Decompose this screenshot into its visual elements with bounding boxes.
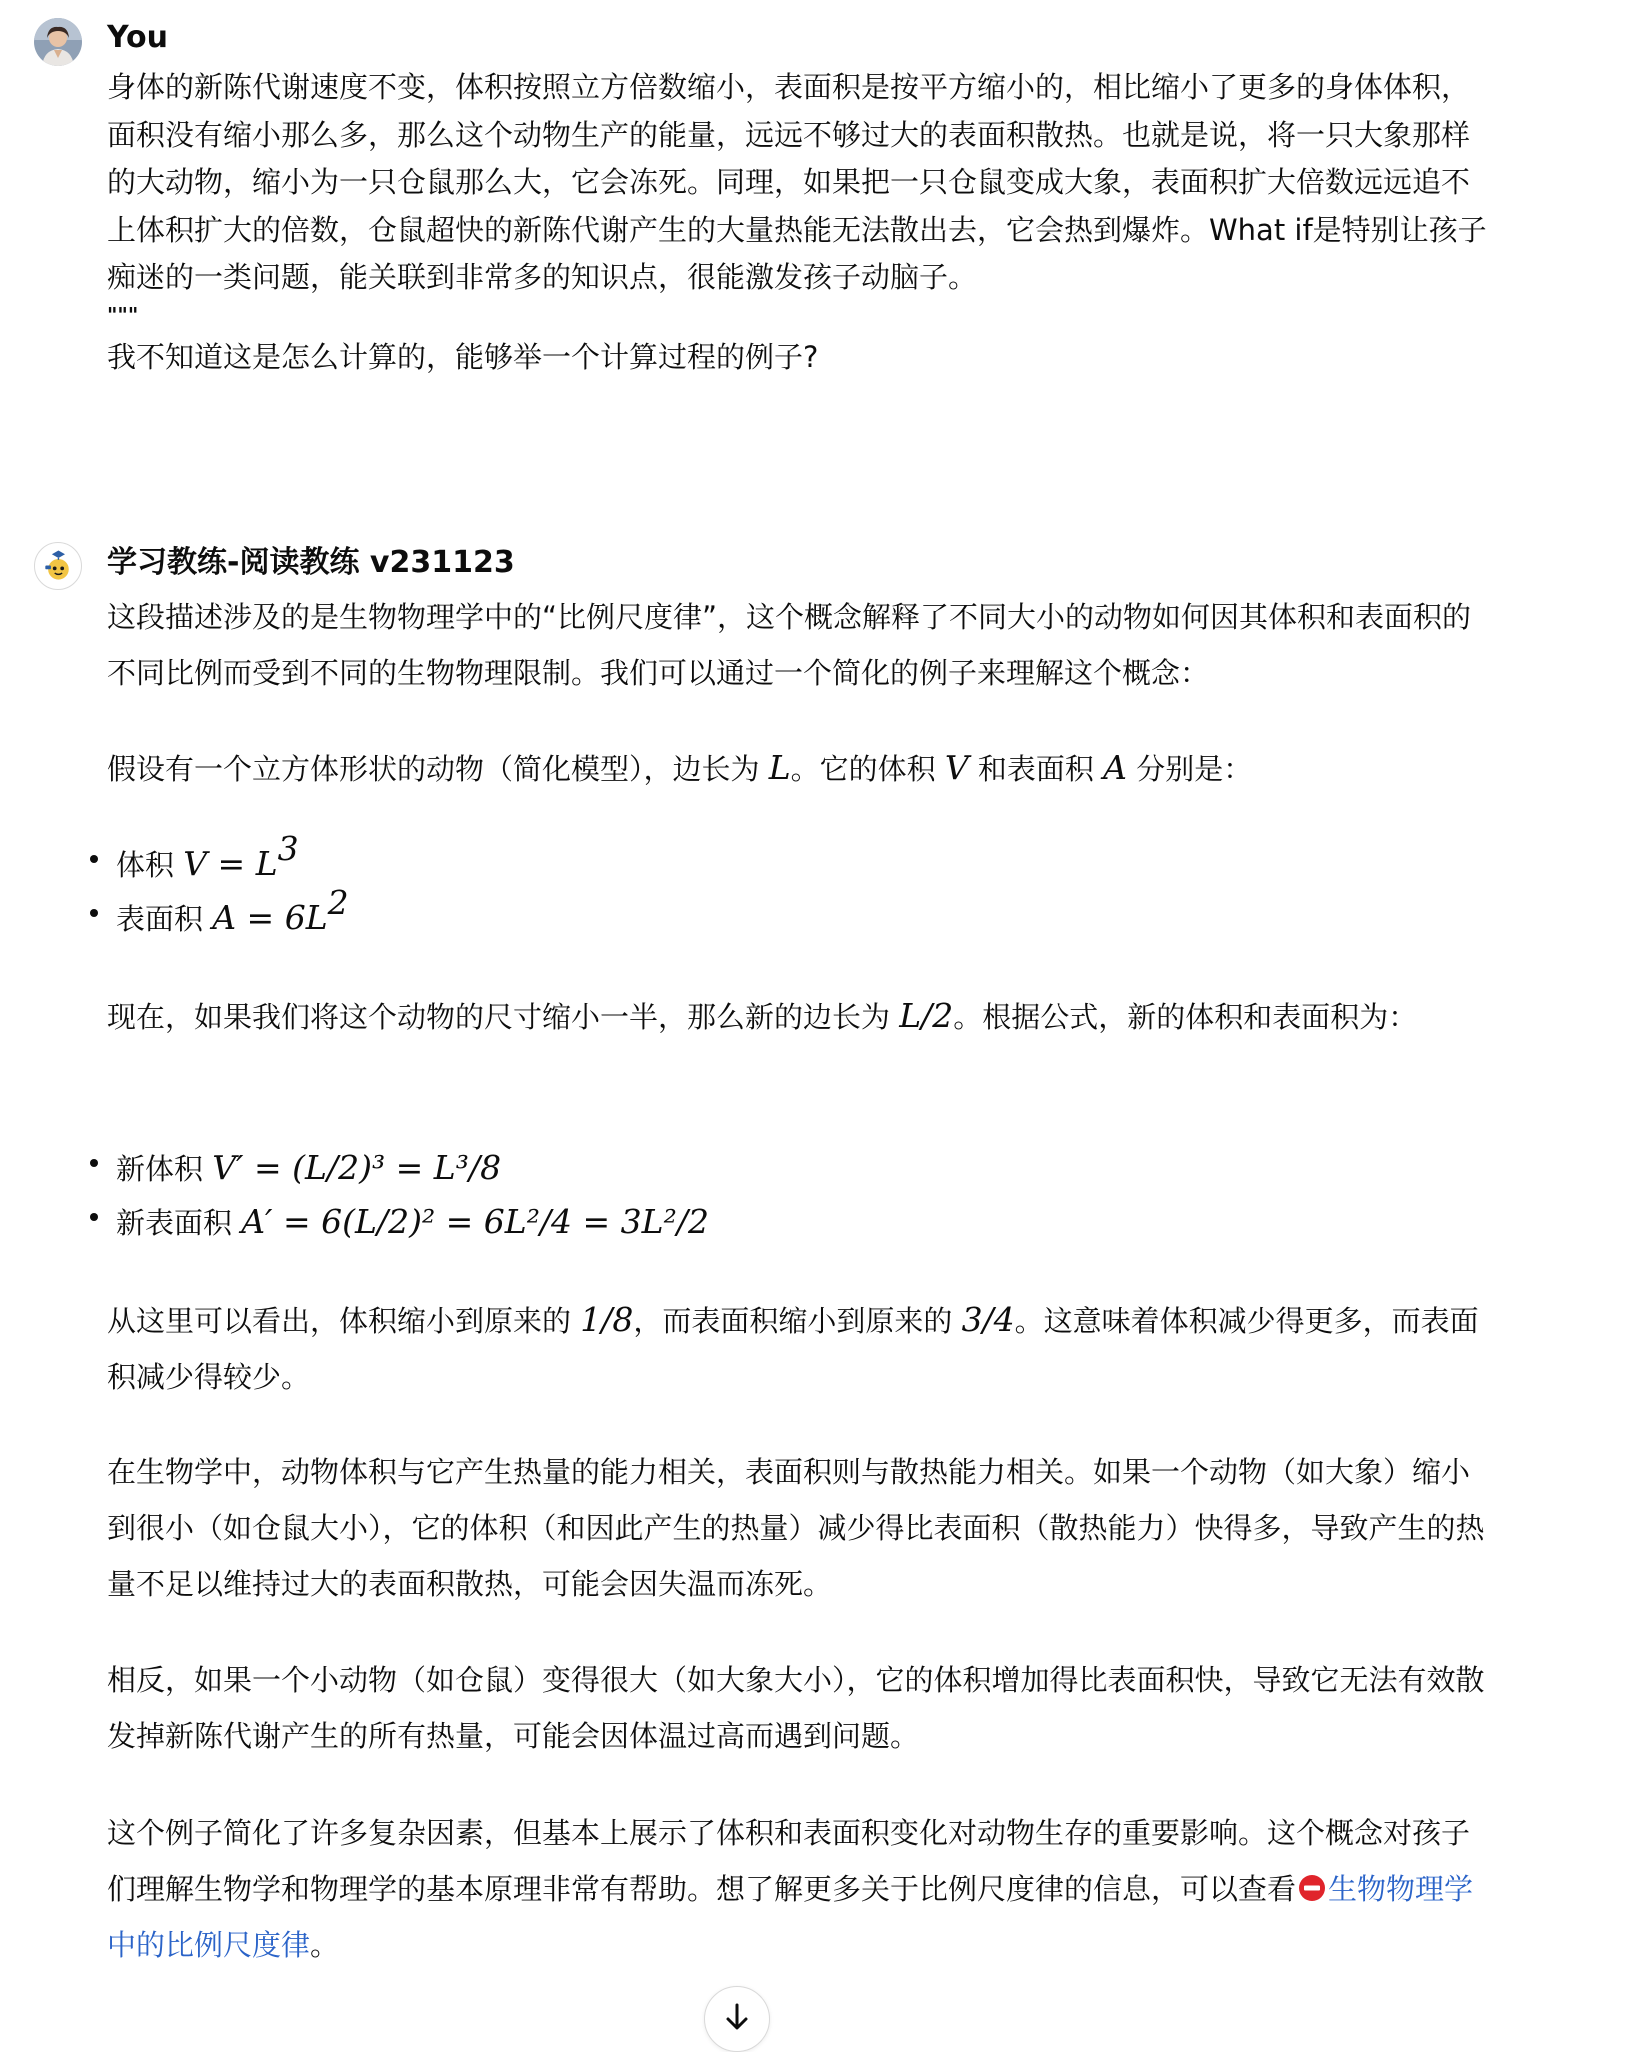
bullet-volume <box>90 829 299 893</box>
assume-paragraph <box>107 740 1497 797</box>
bullet-area-coef: 6 <box>284 898 306 937</box>
bullet-volume-lhs: V <box>183 844 208 883</box>
bio-paragraph-text: 在生物学中，动物体积与它产生热量的能力相关，表面积则与散热能力相关。如果一个动物（如大象）缩小到很小（如仓鼠大小），它的体积（和因此产生的热量）减少得比表面积（散热能力）快得多，导致产生的热量不足以维持过大的表面积散热，可能会因失温而冻死。 <box>107 1455 1485 1601</box>
assistant-avatar[interactable] <box>34 542 82 590</box>
final-prefix: 这个例子简化了许多复杂因素，但基本上展示了体积和表面积变化对动物生存的重要影响。这个概念对孩子们理解生物学和物理学的基本原理非常有帮助。想了解更多关于比例尺度律的信息，可以查看 <box>107 1816 1471 1906</box>
halve-L: L <box>899 996 922 1035</box>
ratio-area: 3/4 <box>961 1300 1015 1339</box>
assistant-intro <box>107 589 1497 701</box>
bullet-area-label: 表面积 <box>116 902 213 936</box>
assume-suffix: 分别是： <box>1127 752 1253 786</box>
assume-mid1: 。它的体积 <box>790 752 945 786</box>
user-paragraph-quote: """ <box>107 302 139 327</box>
math-L: L <box>768 748 791 787</box>
arrow-down-icon <box>705 1987 769 2051</box>
ratio-mid: ，而表面积缩小到原来的 <box>633 1304 962 1338</box>
user-paragraph-main: 身体的新陈代谢速度不变，体积按照立方倍数缩小，表面积是按平方缩小的，相比缩小了更多的身体体积，面积没有缩小那么多，那么这个动物生产的能量，远远不够过大的表面积散热。也就是说，将一只大象那样的大动物，缩小为一只仓鼠那么大，它会冻死。同理，如果把一只仓鼠变成大象，表面积扩大倍数远远追不上体积扩大的倍数，仓鼠超快的新陈代谢产生的大量热能无法散出去，它会热到爆炸。What if是特别让孩子痴迷的一类问题，能关联到非常多的知识点，很能激发孩子动脑子。 <box>107 70 1487 294</box>
final-paragraph <box>107 1805 1497 1973</box>
no-entry-icon <box>1298 1864 1326 1892</box>
scaling-law-link[interactable]: 生物物理学中的比例尺度律 <box>107 1872 1474 1962</box>
bullet-new-volume-formula: V′ = (L/2)³ = L³/8 <box>212 1148 502 1187</box>
assume-mid2: 和表面积 <box>968 752 1104 786</box>
bullet-volume-label: 体积 <box>116 848 184 882</box>
reverse-paragraph-text: 相反，如果一个小动物（如仓鼠）变得很大（如大象大小），它的体积增加得比表面积快，导致它无法有效散发掉新陈代谢产生的所有热量，可能会因体温过高而遇到问题。 <box>107 1663 1485 1753</box>
halve-paragraph <box>107 988 1497 1045</box>
bullet-dot <box>90 855 98 863</box>
bullet-dot <box>90 909 98 917</box>
user-avatar[interactable] <box>34 18 82 66</box>
intro-paragraph: 这段描述涉及的是生物物理学中的“比例尺度律”，这个概念解释了不同大小的动物如何因其体积和表面积的不同比例而受到不同的生物物理限制。我们可以通过一个简化的例子来理解这个概念： <box>107 600 1472 690</box>
bullet-area-rhs: L <box>305 898 328 937</box>
bullet-volume-eq: = <box>207 844 256 883</box>
bullet-new-volume <box>90 1140 501 1197</box>
user-photo-avatar-icon <box>34 18 82 66</box>
user-message-body <box>107 64 1497 381</box>
user-author-name: You <box>107 20 168 55</box>
bullet-dot <box>90 1159 98 1167</box>
bullet-new-volume-label: 新体积 <box>116 1152 213 1186</box>
robot-mascot-avatar-icon <box>35 543 80 588</box>
bullet-new-area-label: 新表面积 <box>116 1206 242 1240</box>
final-suffix: 。 <box>310 1928 340 1962</box>
math-V: V <box>944 748 969 787</box>
ratio-volume: 1/8 <box>580 1300 634 1339</box>
bullet-area <box>90 883 349 947</box>
ratio-prefix: 从这里可以看出，体积缩小到原来的 <box>107 1304 581 1338</box>
bullet-area-exp: 2 <box>327 883 349 923</box>
halve-rest: /2 <box>921 996 954 1035</box>
bio-paragraph <box>107 1444 1497 1612</box>
bullet-area-eq: = <box>236 898 285 937</box>
assume-prefix: 假设有一个立方体形状的动物（简化模型），边长为 <box>107 752 769 786</box>
bullet-new-area <box>90 1194 709 1251</box>
bullet-volume-rhs: L <box>255 844 278 883</box>
halve-suffix: 。根据公式，新的体积和表面积为： <box>953 1000 1418 1034</box>
scroll-to-bottom-button[interactable] <box>704 1986 770 2052</box>
bullet-dot <box>90 1213 98 1221</box>
halve-prefix: 现在，如果我们将这个动物的尺寸缩小一半，那么新的边长为 <box>107 1000 900 1034</box>
bullet-area-lhs: A <box>212 898 237 937</box>
assistant-author-name: 学习教练-阅读教练 v231123 <box>107 545 515 580</box>
user-paragraph-question: 我不知道这是怎么计算的，能够举一个计算过程的例子? <box>107 339 819 374</box>
ratio-paragraph <box>107 1292 1497 1405</box>
math-A: A <box>1103 748 1127 787</box>
ratio-suffix: 。这意味着体积减少得更多，而表面积减少得较少。 <box>107 1304 1479 1394</box>
bullet-volume-exp: 3 <box>277 829 299 869</box>
reverse-paragraph <box>107 1652 1497 1764</box>
bullet-new-area-formula: A′ = 6(L/2)² = 6L²/4 = 3L²/2 <box>241 1202 709 1241</box>
